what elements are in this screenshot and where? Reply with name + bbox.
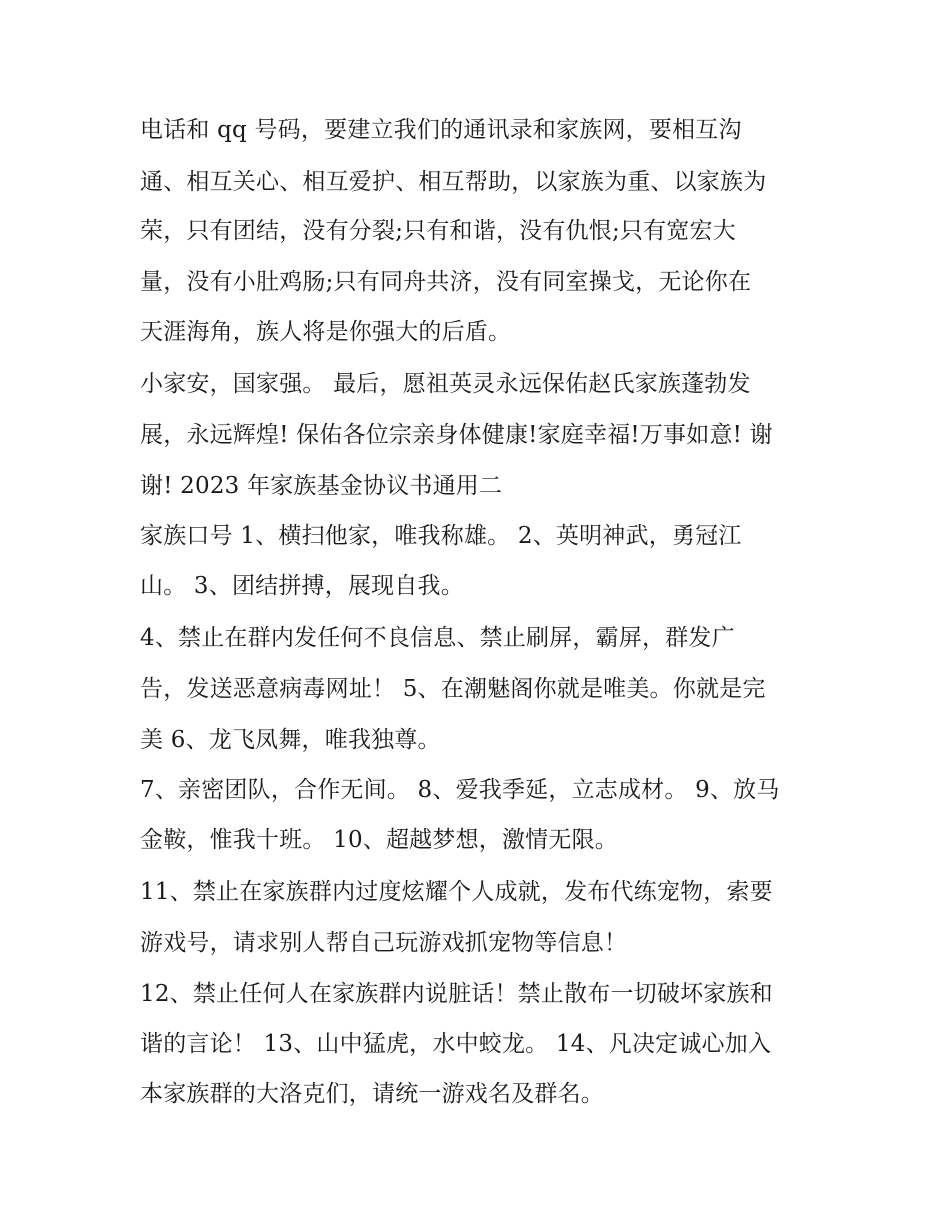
- text-line: 7、亲密团队，合作无间。 8、爱我季延，立志成材。 9、放马: [140, 777, 780, 803]
- text-line: 谢! 2023 年家族基金协议书通用二: [140, 473, 503, 499]
- text-line: 展，永远辉煌! 保佑各位宗亲身体健康!家庭幸福!万事如意! 谢: [140, 422, 773, 448]
- text-line: 荣，只有团结，没有分裂;只有和谐，没有仇恨;只有宽宏大: [140, 218, 736, 244]
- text-line: 本家族群的大洛克们，请统一游戏名及群名。: [140, 1081, 604, 1107]
- text-line: 4、禁止在群内发任何不良信息、禁止刷屏，霸屏，群发广: [140, 625, 735, 651]
- text-line: 天涯海角，族人将是你强大的后盾。: [140, 319, 512, 345]
- text-line: 游戏号，请求别人帮自己玩游戏抓宠物等信息！: [140, 930, 628, 956]
- text-line: 告，发送恶意病毒网址！ 5、在潮魅阁你就是唯美。你就是完: [140, 676, 766, 702]
- text-line: 谐的言论！ 13、山中猛虎，水中蛟龙。 14、凡决定诚心加入: [140, 1031, 772, 1057]
- text-line: 金鞍，惟我十班。 10、超越梦想，激情无限。: [140, 827, 618, 853]
- text-line: 美 6、龙飞凤舞，唯我独尊。: [140, 727, 441, 753]
- text-line: 通、相互关心、相互爱护、相互帮助，以家族为重、以家族为: [140, 169, 767, 195]
- text-line: 电话和 qq 号码，要建立我们的通讯录和家族网，要相互沟: [140, 117, 742, 143]
- text-line: 12、禁止任何人在家族群内说脏话！禁止散布一切破坏家族和: [140, 981, 773, 1007]
- text-line: 11、禁止在家族群内过度炫耀个人成就，发布代练宠物，索要: [140, 879, 773, 905]
- text-line: 山。 3、团结拼搏，展现自我。: [140, 573, 464, 599]
- text-line: 量，没有小肚鸡肠;只有同舟共济，没有同室操戈，无论你在: [140, 269, 752, 295]
- text-line: 家族口号 1、横扫他家，唯我称雄。 2、英明神武，勇冠江: [140, 523, 742, 549]
- text-line: 小家安，国家强。 最后，愿祖英灵永远保佑赵氏家族蓬勃发: [140, 371, 751, 397]
